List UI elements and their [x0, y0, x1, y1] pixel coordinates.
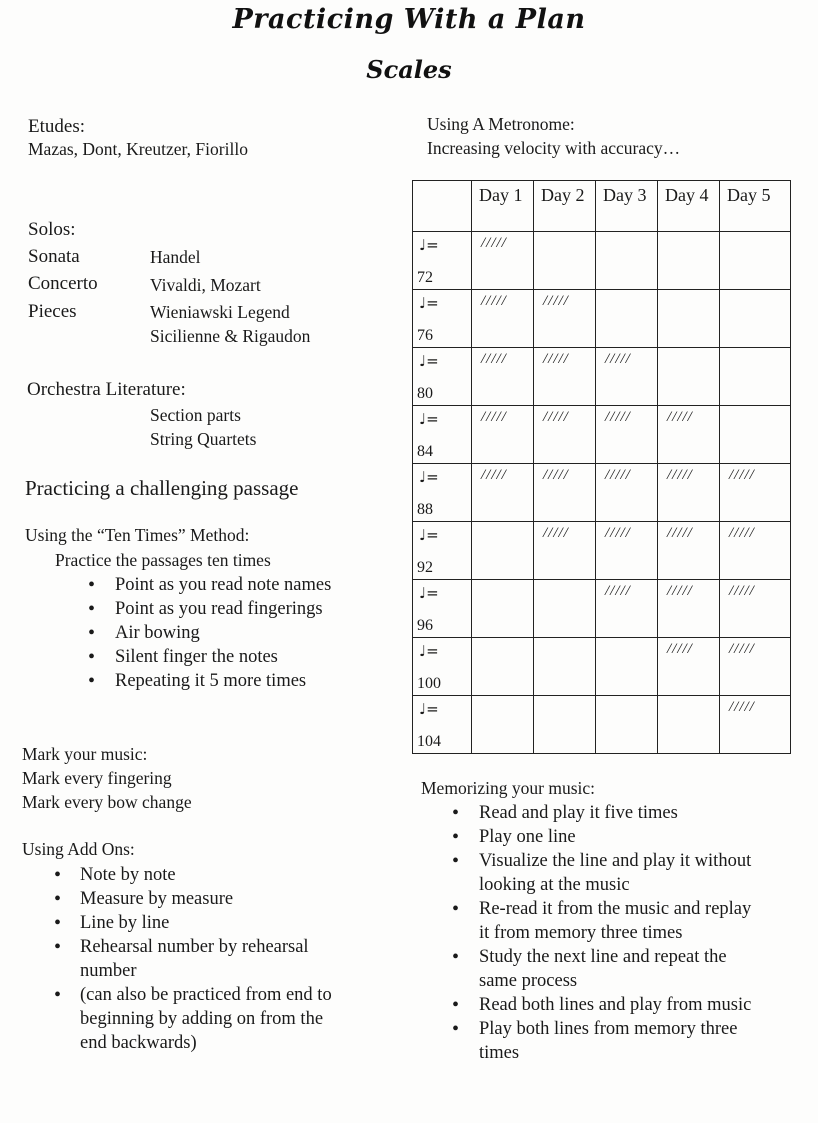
tally-marks: /////: [605, 409, 631, 425]
table-header: Day 4: [658, 181, 720, 232]
day-cell: [534, 522, 596, 580]
day-cell: [472, 348, 534, 406]
orchestra-item: Section parts: [150, 405, 241, 425]
day-cell: [596, 232, 658, 290]
quarter-note-icon: ♩=: [419, 352, 439, 370]
solos-heading: Solos:: [28, 219, 76, 240]
tally-marks: /////: [729, 583, 755, 599]
day-cell: [534, 638, 596, 696]
tempo-cell: [413, 348, 472, 406]
table-header-row: [413, 181, 791, 232]
tally-marks: /////: [605, 583, 631, 599]
quarter-note-icon: ♩=: [419, 584, 439, 602]
tempo-cell: [413, 464, 472, 522]
list-item: • Point as you read note names: [86, 573, 406, 597]
mark-item: Mark every bow change: [22, 792, 192, 812]
orchestra-heading: Orchestra Literature:: [27, 379, 186, 400]
tempo-value: 76: [417, 327, 433, 344]
ten-times-intro: Practice the passages ten times: [55, 550, 271, 570]
list-item: • (can also be practiced from end to beginning by adding on from the end backwards): [52, 983, 352, 1055]
day-cell: [720, 522, 791, 580]
tally-marks: /////: [481, 409, 507, 425]
solo-composer: Wieniawski Legend: [150, 302, 290, 322]
tally-marks: /////: [481, 293, 507, 309]
quarter-note-icon: ♩=: [419, 642, 439, 660]
page-title: Practicing With a Plan: [232, 4, 586, 35]
etudes-list: Mazas, Dont, Kreutzer, Fiorillo: [28, 139, 248, 159]
tempo-value: 72: [417, 269, 433, 286]
day-cell: [596, 464, 658, 522]
day-cell: [596, 348, 658, 406]
tally-marks: /////: [543, 351, 569, 367]
day-cell: [596, 290, 658, 348]
day-cell: [658, 638, 720, 696]
addons-heading: Using Add Ons:: [22, 839, 135, 859]
day-cell: [472, 464, 534, 522]
tally-marks: /////: [667, 467, 693, 483]
tally-marks: /////: [667, 641, 693, 657]
list-item: • Note by note: [52, 863, 352, 887]
tally-marks: /////: [667, 525, 693, 541]
day-cell: [472, 290, 534, 348]
table-row: [413, 522, 791, 580]
page-subtitle: Scales: [366, 55, 452, 84]
challenging-heading: Practicing a challenging passage: [25, 476, 299, 500]
day-cell: [534, 580, 596, 638]
tally-marks: /////: [729, 525, 755, 541]
day-cell: [658, 522, 720, 580]
solo-type: Sonata: [28, 246, 80, 267]
list-item: • Measure by measure: [52, 887, 352, 911]
tally-marks: /////: [481, 351, 507, 367]
list-item: • Line by line: [52, 911, 352, 935]
list-item: • Visualize the line and play it without looking at the music: [450, 849, 760, 897]
mark-item: Mark every fingering: [22, 768, 172, 788]
day-cell: [472, 522, 534, 580]
day-cell: [658, 696, 720, 754]
tempo-value: 92: [417, 559, 433, 576]
tempo-cell: [413, 638, 472, 696]
day-cell: [596, 638, 658, 696]
day-cell: [658, 580, 720, 638]
list-item: • Rehearsal number by rehearsal number: [52, 935, 352, 983]
solo-type: Concerto: [28, 273, 98, 294]
table-row: [413, 696, 791, 754]
day-cell: [720, 638, 791, 696]
day-cell: [720, 348, 791, 406]
day-cell: [658, 232, 720, 290]
list-item: • Read and play it five times: [450, 801, 760, 825]
list-item: • Air bowing: [86, 621, 406, 645]
quarter-note-icon: ♩=: [419, 468, 439, 486]
day-cell: [596, 406, 658, 464]
tempo-cell: [413, 290, 472, 348]
tempo-value: 104: [417, 733, 441, 750]
day-cell: [534, 348, 596, 406]
tempo-cell: [413, 696, 472, 754]
day-cell: [720, 580, 791, 638]
day-cell: [720, 232, 791, 290]
table-row: [413, 580, 791, 638]
metronome-table: [412, 180, 791, 754]
table-header: Day 2: [534, 181, 596, 232]
list-item: • Play both lines from memory three times: [450, 1017, 760, 1065]
quarter-note-icon: ♩=: [419, 410, 439, 428]
tempo-cell: [413, 580, 472, 638]
table-row: [413, 290, 791, 348]
solo-composer: Vivaldi, Mozart: [150, 275, 261, 295]
day-cell: [720, 406, 791, 464]
quarter-note-icon: ♩=: [419, 236, 439, 254]
day-cell: [534, 290, 596, 348]
tempo-value: 96: [417, 617, 433, 634]
list-item: • Study the next line and repeat the same process: [450, 945, 760, 993]
list-item: • Play one line: [450, 825, 760, 849]
solo-composer: Sicilienne & Rigaudon: [150, 326, 311, 346]
table-header: Day 3: [596, 181, 658, 232]
ten-times-heading: Using the “Ten Times” Method:: [25, 525, 250, 545]
tally-marks: /////: [667, 409, 693, 425]
solo-type: Pieces: [28, 301, 77, 322]
tally-marks: /////: [481, 235, 507, 251]
tally-marks: /////: [543, 409, 569, 425]
table-row: [413, 406, 791, 464]
day-cell: [472, 696, 534, 754]
table-row: [413, 464, 791, 522]
quarter-note-icon: ♩=: [419, 294, 439, 312]
list-item: • Repeating it 5 more times: [86, 669, 406, 693]
tally-marks: /////: [481, 467, 507, 483]
mark-heading: Mark your music:: [22, 744, 148, 764]
tally-marks: /////: [605, 467, 631, 483]
day-cell: [658, 348, 720, 406]
day-cell: [472, 406, 534, 464]
day-cell: [534, 696, 596, 754]
table-row: [413, 348, 791, 406]
list-item: • Silent finger the notes: [86, 645, 406, 669]
list-item: • Re-read it from the music and replay it from memory three times: [450, 897, 760, 945]
addons-list: [52, 863, 352, 1055]
solo-composer: Handel: [150, 247, 201, 267]
tempo-cell: [413, 232, 472, 290]
day-cell: [472, 638, 534, 696]
table-header: Day 1: [472, 181, 534, 232]
day-cell: [596, 580, 658, 638]
day-cell: [534, 464, 596, 522]
tally-marks: /////: [729, 641, 755, 657]
tally-marks: /////: [605, 525, 631, 541]
day-cell: [720, 696, 791, 754]
day-cell: [658, 406, 720, 464]
day-cell: [658, 290, 720, 348]
list-item: • Point as you read fingerings: [86, 597, 406, 621]
orchestra-item: String Quartets: [150, 429, 257, 449]
tally-marks: /////: [667, 583, 693, 599]
quarter-note-icon: ♩=: [419, 700, 439, 718]
day-cell: [472, 580, 534, 638]
tally-marks: /////: [543, 293, 569, 309]
day-cell: [720, 464, 791, 522]
tally-marks: /////: [729, 467, 755, 483]
table-header-empty: [413, 181, 472, 232]
metronome-subheading: Increasing velocity with accuracy…: [427, 138, 681, 158]
memorizing-heading: Memorizing your music:: [421, 778, 596, 798]
day-cell: [658, 464, 720, 522]
day-cell: [534, 406, 596, 464]
table-header: Day 5: [720, 181, 791, 232]
tempo-value: 100: [417, 675, 441, 692]
tally-marks: /////: [543, 525, 569, 541]
tally-marks: /////: [729, 699, 755, 715]
table-row: [413, 232, 791, 290]
day-cell: [596, 696, 658, 754]
quarter-note-icon: ♩=: [419, 526, 439, 544]
day-cell: [472, 232, 534, 290]
etudes-heading: Etudes:: [28, 116, 85, 137]
list-item: • Read both lines and play from music: [450, 993, 760, 1017]
memorizing-list: [450, 801, 760, 1065]
tempo-cell: [413, 522, 472, 580]
day-cell: [720, 290, 791, 348]
table-row: [413, 638, 791, 696]
day-cell: [534, 232, 596, 290]
tempo-value: 80: [417, 385, 433, 402]
day-cell: [596, 522, 658, 580]
tally-marks: /////: [605, 351, 631, 367]
tempo-value: 84: [417, 443, 433, 460]
metronome-heading: Using A Metronome:: [427, 114, 575, 134]
tally-marks: /////: [543, 467, 569, 483]
tempo-value: 88: [417, 501, 433, 518]
tempo-cell: [413, 406, 472, 464]
ten-times-list: [86, 573, 406, 693]
